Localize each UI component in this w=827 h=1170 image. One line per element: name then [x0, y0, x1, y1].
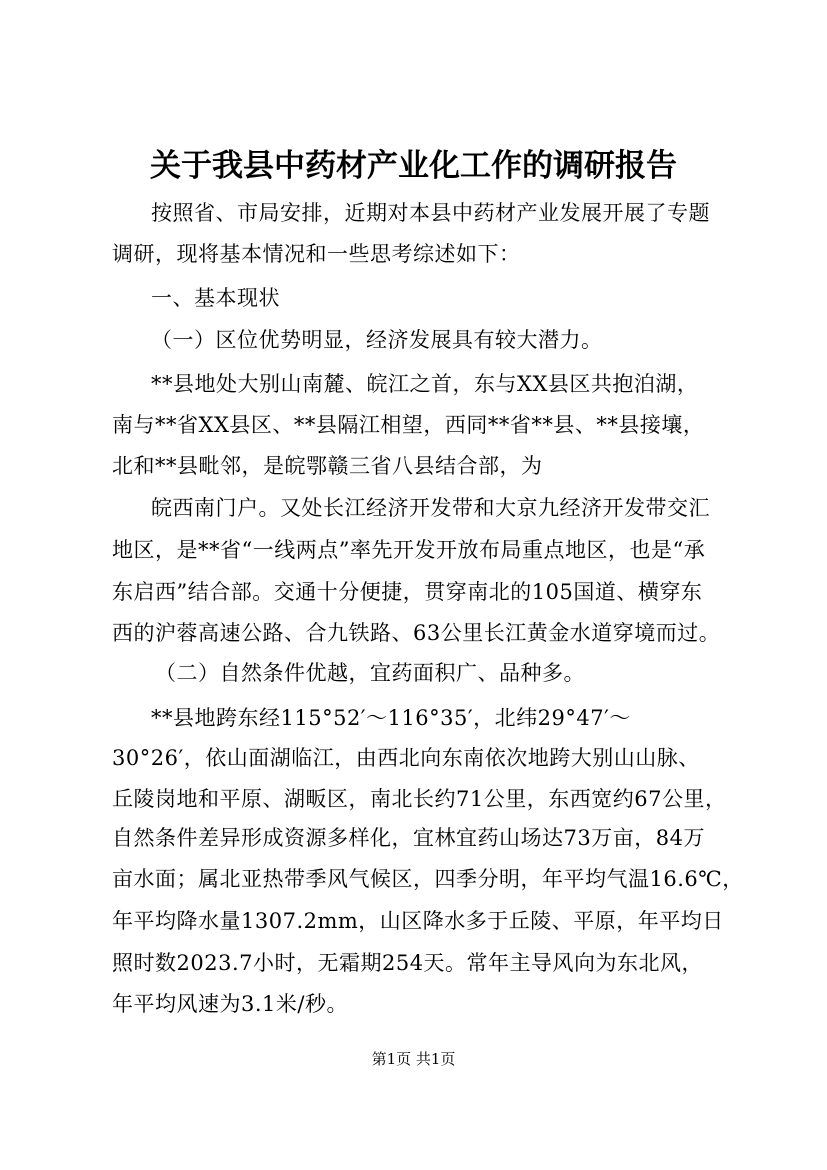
paragraph-line: 丘陵岗地和平原、湖畈区，南北长约71公里，东西宽约67公里， [112, 787, 727, 811]
paragraph-line: 地区，是**省“一线两点”率先开发开放布局重点地区，也是“承 [112, 538, 706, 562]
paragraph-line: 亩水面；属北亚热带季风气候区，四季分明，年平均气温16.6℃， [112, 867, 744, 891]
page-footer: 第1页 共1页 [371, 1050, 456, 1068]
paragraph-line: 自然条件差异形成资源多样化，宜林宜药山场达73万亩，84万 [112, 826, 705, 850]
paragraph-line: 年平均降水量1307.2mm，山区降水多于丘陵、平原，年平均日 [112, 909, 724, 933]
paragraph-line: 调研，现将基本情况和一些思考综述如下： [112, 242, 521, 266]
paragraph-line: **县地跨东经115°52′～116°35′，北纬29°47′～ [151, 706, 631, 730]
paragraph-line: 皖西南门户。又处长江经济开发带和大京九经济开发带交汇 [151, 496, 710, 520]
subsection-heading: （一）区位优势明显，经济发展具有较大潜力。 [151, 328, 603, 352]
paragraph-line: 按照省、市局安排，近期对本县中药材产业发展开展了专题 [151, 201, 710, 225]
document-title: 关于我县中药材产业化工作的调研报告 [150, 148, 677, 184]
subsection-heading: （二）自然条件优越，宜药面积广、品种多。 [155, 661, 585, 685]
paragraph-line: 西的沪蓉高速公路、合九铁路、63公里长江黄金水道穿境而过。 [112, 621, 721, 645]
paragraph-line: 南与**省XX县区、**县隔江相望，西同**省**县、**县接壤， [112, 413, 705, 437]
paragraph-line: 照时数2023.7小时，无霜期254天。常年主导风向为东北风， [112, 951, 704, 975]
paragraph-line: 东启西”结合部。交通十分便捷，贯穿南北的105国道、横穿东 [112, 580, 703, 604]
paragraph-line: **县地处大别山南麓、皖江之首，东与XX县区共抱泊湖， [151, 372, 699, 396]
section-heading: 一、基本现状 [151, 286, 280, 310]
paragraph-line: 年平均风速为3.1米/秒。 [112, 992, 348, 1016]
paragraph-line: 北和**县毗邻，是皖鄂赣三省八县结合部，为 [112, 454, 543, 478]
paragraph-line: 30°26′，依山面湖临江，由西北向东南依次地跨大别山山脉、 [112, 746, 700, 770]
